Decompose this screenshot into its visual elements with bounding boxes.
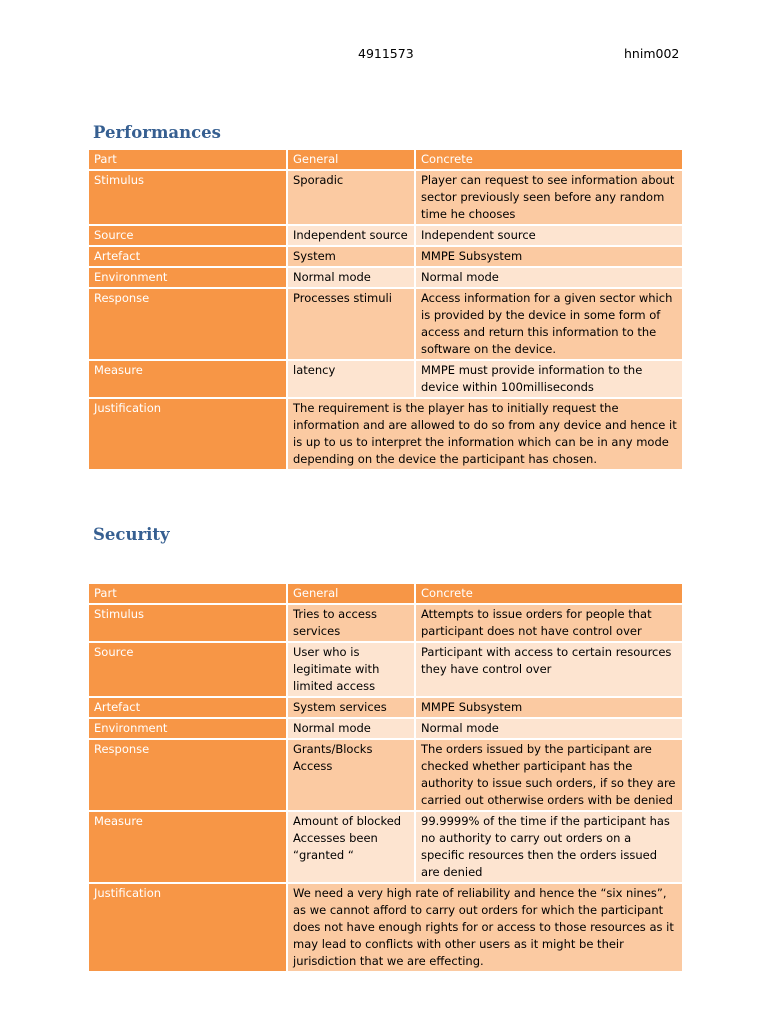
- row-concrete-value: Participant with access to certain resources they have control over: [415, 642, 683, 697]
- row-part-label: Stimulus: [88, 170, 287, 225]
- row-part-label: Environment: [88, 267, 287, 288]
- row-concrete-value: Player can request to see information about sector previously seen before any random time he chooses: [415, 170, 683, 225]
- column-header-part: Part: [88, 149, 287, 170]
- row-concrete-value: MMPE must provide information to the device within 100milliseconds: [415, 360, 683, 398]
- row-general-value: Sporadic: [287, 170, 415, 225]
- row-part-label: Response: [88, 739, 287, 811]
- table-row: [88, 225, 683, 246]
- author-username: hnim002: [624, 46, 680, 61]
- table-row: [88, 288, 683, 360]
- row-part-label: Stimulus: [88, 604, 287, 642]
- row-concrete-value: MMPE Subsystem: [415, 697, 683, 718]
- row-part-label: Measure: [88, 811, 287, 883]
- table-header-row: [88, 583, 683, 604]
- table-row: [88, 267, 683, 288]
- table-header-row: [88, 149, 683, 170]
- row-general-value: Normal mode: [287, 718, 415, 739]
- security-table: [87, 582, 684, 973]
- justification-text: We need a very high rate of reliability and hence the “six nines”, as we cannot afford to carry out orders for which the participant does not have enough rights for or access to those resources as it may lead to conflicts with other users as it might be their jurisdiction that we are effecting.: [287, 883, 683, 972]
- table-row: [88, 739, 683, 811]
- table-row: [88, 811, 683, 883]
- table-row: [88, 718, 683, 739]
- row-part-label: Measure: [88, 360, 287, 398]
- row-part-label: Source: [88, 642, 287, 697]
- row-concrete-value: 99.9999% of the time if the participant has no authority to carry out orders on a specific resources then the orders issued are denied: [415, 811, 683, 883]
- row-concrete-value: Normal mode: [415, 267, 683, 288]
- column-header-concrete: Concrete: [415, 583, 683, 604]
- row-concrete-value: Access information for a given sector which is provided by the device in some form of access and return this information to the software on the device.: [415, 288, 683, 360]
- row-part-label: Response: [88, 288, 287, 360]
- justification-text: The requirement is the player has to initially request the information and are allowed to do so from any device and hence it is up to us to interpret the information which can be in any mode depending on the device the participant has chosen.: [287, 398, 683, 470]
- row-general-value: Tries to access services: [287, 604, 415, 642]
- row-general-value: User who is legitimate with limited access: [287, 642, 415, 697]
- table-row: [88, 697, 683, 718]
- row-general-value: Independent source: [287, 225, 415, 246]
- row-general-value: System services: [287, 697, 415, 718]
- justification-row: [88, 883, 683, 972]
- row-part-label: Source: [88, 225, 287, 246]
- column-header-general: General: [287, 149, 415, 170]
- row-concrete-value: Attempts to issue orders for people that participant does not have control over: [415, 604, 683, 642]
- row-part-label: Environment: [88, 718, 287, 739]
- justification-label: Justification: [88, 398, 287, 470]
- security-section-title: Security: [93, 525, 170, 544]
- column-header-general: General: [287, 583, 415, 604]
- performance-section-title: Performances: [93, 123, 221, 142]
- row-concrete-value: Independent source: [415, 225, 683, 246]
- column-header-part: Part: [88, 583, 287, 604]
- justification-label: Justification: [88, 883, 287, 972]
- justification-row: [88, 398, 683, 470]
- row-part-label: Artefact: [88, 246, 287, 267]
- row-part-label: Artefact: [88, 697, 287, 718]
- table-row: [88, 642, 683, 697]
- row-general-value: Amount of blocked Accesses been “granted “: [287, 811, 415, 883]
- row-concrete-value: Normal mode: [415, 718, 683, 739]
- row-general-value: Grants/Blocks Access: [287, 739, 415, 811]
- row-general-value: Normal mode: [287, 267, 415, 288]
- table-row: [88, 246, 683, 267]
- row-concrete-value: The orders issued by the participant are checked whether participant has the authority to issue such orders, if so they are carried out otherwise orders with be denied: [415, 739, 683, 811]
- row-concrete-value: MMPE Subsystem: [415, 246, 683, 267]
- table-row: [88, 604, 683, 642]
- document-id: 4911573: [358, 46, 414, 61]
- column-header-concrete: Concrete: [415, 149, 683, 170]
- table-row: [88, 170, 683, 225]
- row-general-value: latency: [287, 360, 415, 398]
- performance-table: [87, 148, 684, 471]
- table-row: [88, 360, 683, 398]
- row-general-value: Processes stimuli: [287, 288, 415, 360]
- row-general-value: System: [287, 246, 415, 267]
